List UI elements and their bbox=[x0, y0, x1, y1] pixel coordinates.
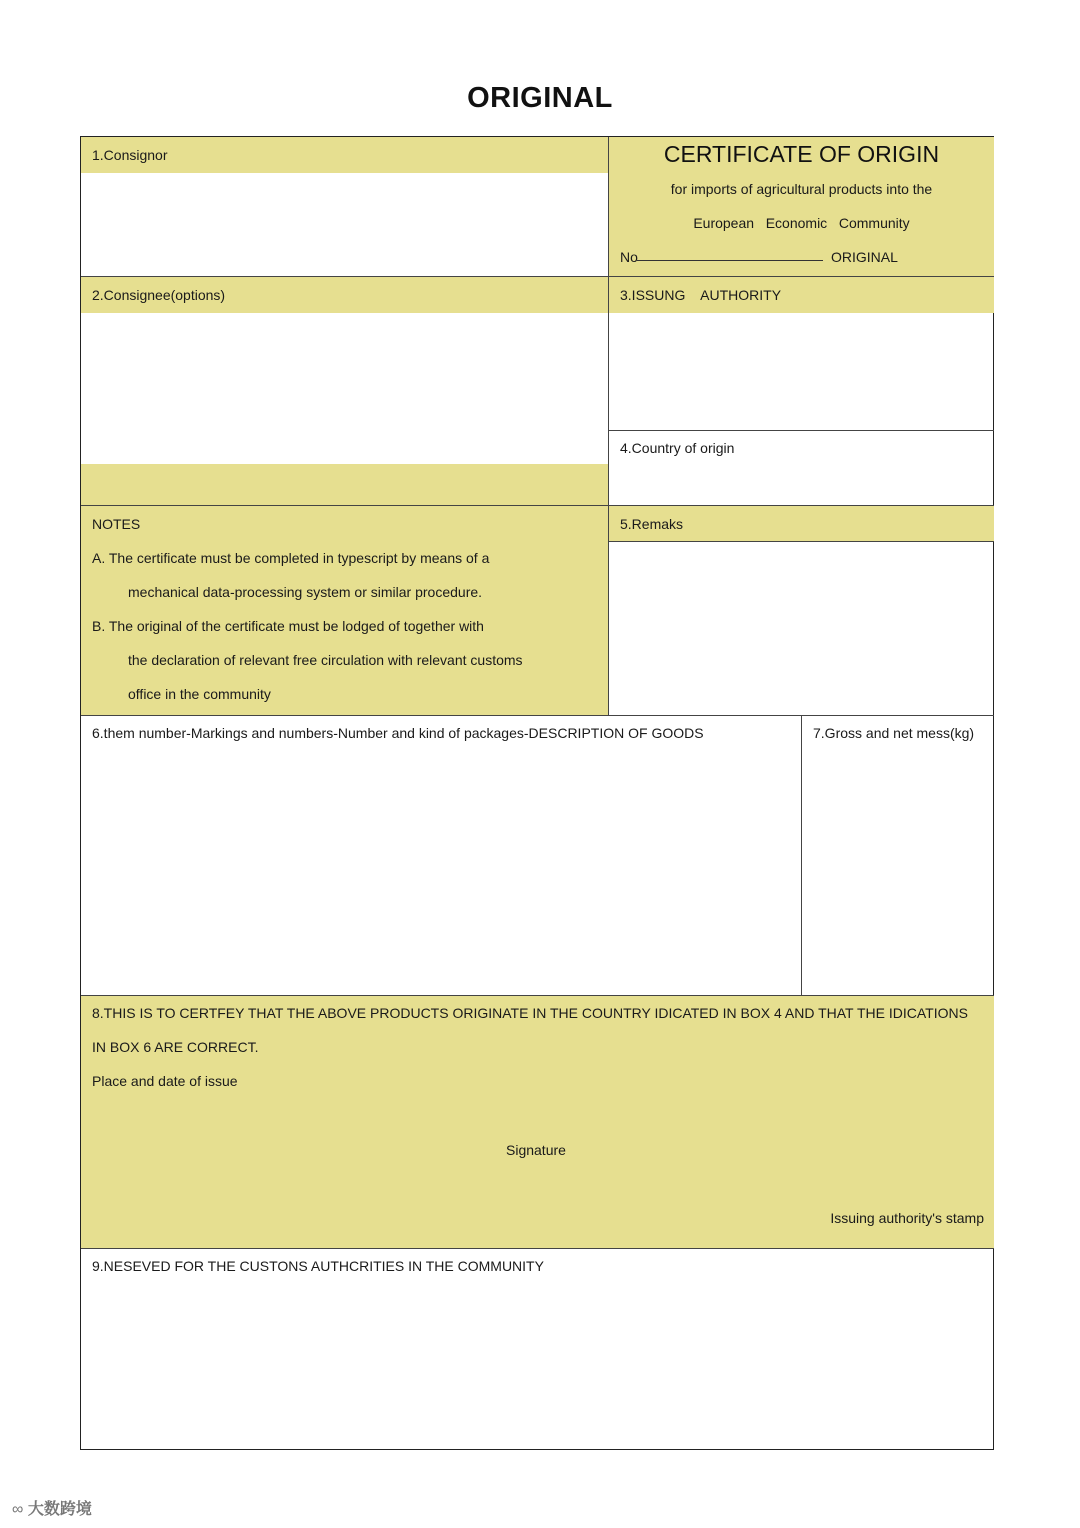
remarks-box[interactable] bbox=[608, 505, 994, 715]
note-b-line2: the declaration of relevant free circulation with relevant customs bbox=[128, 652, 523, 668]
certification-line1: 8.THIS IS TO CERTFEY THAT THE ABOVE PRODUCTS ORIGINATE IN THE COUNTRY IDICATED IN BOX 4 AND THAT THE IDICATIONS bbox=[92, 1005, 968, 1021]
place-date-label[interactable]: Place and date of issue bbox=[92, 1073, 238, 1089]
page-title: ORIGINAL bbox=[467, 82, 613, 114]
consignee-box[interactable] bbox=[81, 276, 608, 505]
notes-label: NOTES bbox=[92, 516, 141, 532]
customs-box[interactable] bbox=[81, 1248, 994, 1449]
signature-label[interactable]: Signature bbox=[506, 1142, 566, 1158]
note-b-line3: office in the community bbox=[128, 686, 271, 702]
certification-line2: IN BOX 6 ARE CORRECT. bbox=[92, 1039, 259, 1055]
number-field[interactable] bbox=[637, 260, 823, 261]
certificate-subtitle-line1: for imports of agricultural products into the bbox=[670, 181, 933, 197]
certificate-title: CERTIFICATE OF ORIGIN bbox=[663, 141, 940, 167]
footer-watermark bbox=[12, 1496, 92, 1519]
remarks-label: 5.Remaks bbox=[620, 516, 684, 532]
consignee-footer-band bbox=[81, 464, 608, 505]
notes-box bbox=[81, 505, 608, 715]
infinity-logo-icon: ∞ bbox=[12, 1501, 24, 1518]
goods-description-box[interactable] bbox=[81, 715, 801, 995]
note-b-line1: B. The original of the certificate must be lodged of together with bbox=[92, 618, 484, 634]
certification-box bbox=[81, 995, 994, 1248]
stamp-label: Issuing authority's stamp bbox=[830, 1210, 984, 1226]
number-label: No bbox=[620, 249, 638, 265]
note-a-line2: mechanical data-processing system or similar procedure. bbox=[128, 584, 483, 600]
certificate-subtitle-line2: European Economic Community bbox=[693, 215, 910, 231]
note-a-line1: A. The certificate must be completed in typescript by means of a bbox=[92, 550, 490, 566]
consignor-box[interactable] bbox=[81, 137, 608, 276]
customs-label: 9.NESEVED FOR THE CUSTONS AUTHCRITIES IN THE COMMUNITY bbox=[92, 1258, 544, 1274]
consignee-label: 2.Consignee(options) bbox=[92, 287, 226, 303]
gross-net-mass-label: 7.Gross and net mess(kg) bbox=[813, 725, 975, 741]
certificate-heading-box bbox=[608, 137, 994, 276]
certificate-form bbox=[80, 136, 994, 1450]
goods-description-label: 6.them number-Markings and numbers-Number and kind of packages-DESCRIPTION OF GOODS bbox=[92, 725, 704, 741]
original-label: ORIGINAL bbox=[831, 249, 898, 265]
issuing-authority-box[interactable] bbox=[608, 276, 994, 430]
consignor-label: 1.Consignor bbox=[92, 147, 168, 163]
gross-net-mass-box[interactable] bbox=[801, 715, 994, 995]
issuing-authority-label: 3.ISSUNG AUTHORITY bbox=[620, 287, 782, 303]
country-of-origin-label: 4.Country of origin bbox=[620, 440, 735, 456]
country-of-origin-box[interactable] bbox=[608, 430, 994, 505]
footer-watermark-text: 大数跨境 bbox=[27, 1501, 92, 1518]
